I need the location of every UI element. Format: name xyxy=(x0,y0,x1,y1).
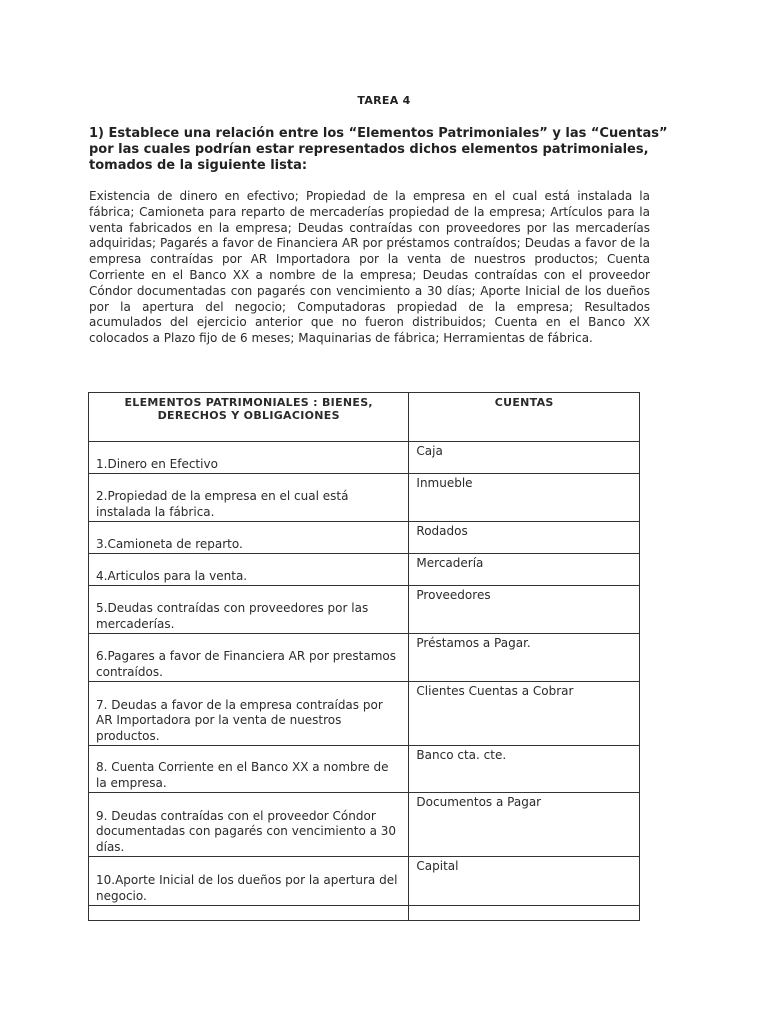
elemento-cell: 2.Propiedad de la empresa en el cual está instalada la fábrica. xyxy=(89,474,409,522)
elemento-cell xyxy=(89,906,409,921)
elemento-cell: 7. Deudas a favor de la empresa contraídas por AR Importadora por la venta de nuestros productos. xyxy=(89,682,409,746)
table-row xyxy=(89,586,640,634)
table-row xyxy=(89,474,640,522)
cuenta-cell: Inmueble xyxy=(409,474,640,522)
elemento-cell: 1.Dinero en Efectivo xyxy=(89,442,409,474)
cuenta-cell xyxy=(409,906,640,921)
elemento-cell: 10.Aporte Inicial de los dueños por la apertura del negocio. xyxy=(89,857,409,906)
table-header-row xyxy=(89,393,640,442)
elemento-cell: 6.Pagares a favor de Financiera AR por prestamos contraídos. xyxy=(89,634,409,682)
items-list-paragraph: Existencia de dinero en efectivo; Propiedad de la empresa en el cual está instalada la fábrica; Camioneta para reparto de mercaderías propiedad de la empresa; Artículos para la venta fabricados en la empresa; Deudas contraídas con proveedores por las mercaderías adquiridas; Pagarés a favor de Financiera AR por préstamos contraídos; Deudas a favor de la empresa contraídas por AR Importadora por la venta de nuestros productos; Cuenta Corriente en el Banco XX a nombre de la empresa; Deudas contraídas con el proveedor Cóndor documentadas con pagarés con vencimiento a 30 días; Aporte Inicial de los dueños por la apertura del negocio; Computadoras propiedad de la empresa; Resultados acumulados del ejercicio anterior que no fueron distribuidos; Cuenta en el Banco XX colocados a Plazo fijo de 6 meses; Maquinarias de fábrica; Herramientas de fábrica. xyxy=(89,189,650,346)
cuenta-cell: Caja xyxy=(409,442,640,474)
cuenta-cell: Mercadería xyxy=(409,554,640,586)
table-row xyxy=(89,793,640,857)
header-elementos: ELEMENTOS PATRIMONIALES : BIENES, DERECHOS Y OBLIGACIONES xyxy=(89,393,409,442)
table-row xyxy=(89,442,640,474)
header-cuentas: CUENTAS xyxy=(409,393,640,442)
table-row xyxy=(89,634,640,682)
elemento-cell: 9. Deudas contraídas con el proveedor Cóndor documentadas con pagarés con vencimiento a 30 días. xyxy=(89,793,409,857)
cuenta-cell: Proveedores xyxy=(409,586,640,634)
cuenta-cell: Préstamos a Pagar. xyxy=(409,634,640,682)
table-row xyxy=(89,682,640,746)
table-row xyxy=(89,906,640,921)
elements-accounts-table xyxy=(88,392,640,921)
cuenta-cell: Capital xyxy=(409,857,640,906)
elemento-cell: 8. Cuenta Corriente en el Banco XX a nombre de la empresa. xyxy=(89,746,409,793)
page-title: TAREA 4 xyxy=(357,94,411,107)
elemento-cell: 5.Deudas contraídas con proveedores por las mercaderías. xyxy=(89,586,409,634)
elemento-cell: 3.Camioneta de reparto. xyxy=(89,522,409,554)
table-row xyxy=(89,522,640,554)
cuenta-cell: Banco cta. cte. xyxy=(409,746,640,793)
elemento-cell: 4.Articulos para la venta. xyxy=(89,554,409,586)
table-row xyxy=(89,857,640,906)
table-row xyxy=(89,746,640,793)
cuenta-cell: Clientes Cuentas a Cobrar xyxy=(409,682,640,746)
cuenta-cell: Rodados xyxy=(409,522,640,554)
table-row xyxy=(89,554,640,586)
cuenta-cell: Documentos a Pagar xyxy=(409,793,640,857)
question-text: 1) Establece una relación entre los “Elementos Patrimoniales” y las “Cuentas” por las cuales podrían estar representados dichos elementos patrimoniales, tomados de la siguiente lista: xyxy=(89,126,668,173)
